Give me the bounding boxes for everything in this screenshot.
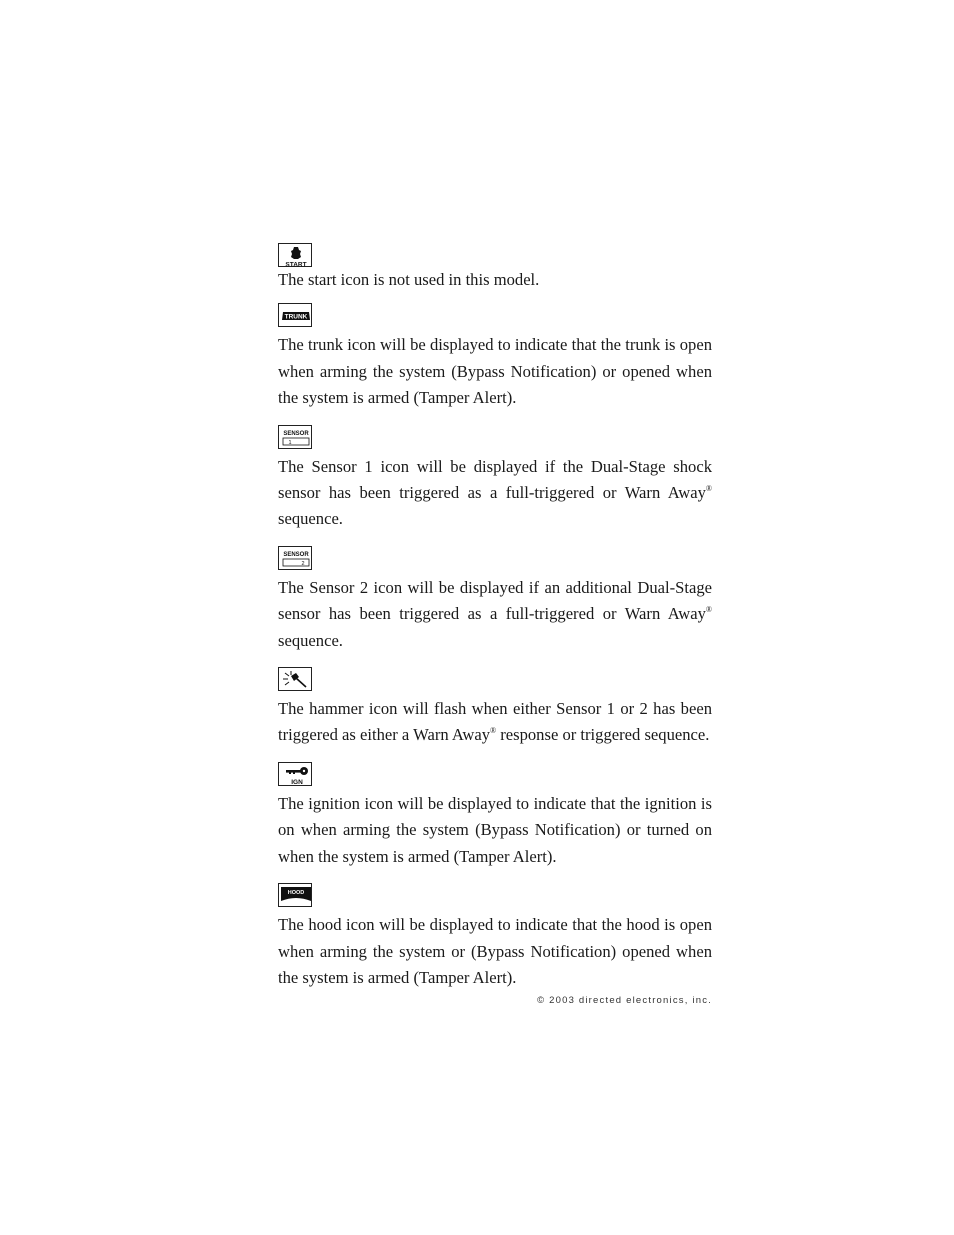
- entry-hammer: [278, 667, 712, 749]
- sensor-2-icon-label: SENSOR: [283, 551, 309, 558]
- sensor-2-icon-number: 2: [301, 560, 305, 567]
- entry-trunk: [278, 303, 712, 411]
- start-icon: [278, 243, 312, 267]
- hammer-description: The hammer icon will flash when either Sensor 1 or 2 has been triggered as either a Warn Away® response or triggered sequence.: [278, 699, 712, 745]
- sensor-2-description: The Sensor 2 icon will be displayed if an additional Dual-Stage sensor has been triggered as a full-triggered or Warn Away® sequence.: [278, 577, 712, 650]
- entry-sensor-2: [278, 546, 712, 654]
- start-description: The start icon is not used in this model.: [278, 270, 540, 289]
- entry-sensor-1: [278, 425, 712, 533]
- ignition-icon-label: IGN: [291, 778, 303, 786]
- sensor-1-description: The Sensor 1 icon will be displayed if the Dual-Stage shock sensor has been triggered as a full-triggered or Warn Away® sequence.: [278, 456, 712, 529]
- icon-descriptions: [278, 243, 712, 991]
- hood-description: The hood icon will be displayed to indicate that the hood is open when arming the system or (Bypass Notification) opened when the system is armed (Tamper Alert).: [278, 915, 712, 987]
- sensor-1-icon: [278, 425, 312, 449]
- trunk-description: The trunk icon will be displayed to indicate that the trunk is open when arming the system (Bypass Notification) or opened when the system is armed (Tamper Alert).: [278, 335, 712, 408]
- entry-ignition: [278, 762, 712, 870]
- sensor-1-icon-number: 1: [288, 439, 292, 446]
- entry-start: [278, 243, 712, 293]
- sensor-2-icon: [278, 546, 312, 570]
- hammer-icon: [278, 667, 312, 691]
- ignition-icon: [278, 762, 312, 786]
- trunk-icon: [278, 303, 312, 327]
- start-icon-label: START: [285, 261, 307, 268]
- hood-icon-label: HOOD: [287, 890, 305, 897]
- hood-icon: [278, 883, 312, 907]
- ignition-description: The ignition icon will be displayed to indicate that the ignition is on when arming the system (Bypass Notification) or turned on when the system is armed (Tamper Alert).: [278, 793, 712, 866]
- sensor-1-icon-label: SENSOR: [283, 430, 309, 437]
- entry-hood: [278, 883, 712, 991]
- copyright-footer: © 2003 directed electronics, inc.: [537, 995, 712, 1006]
- trunk-icon-label: TRUNK: [284, 313, 308, 321]
